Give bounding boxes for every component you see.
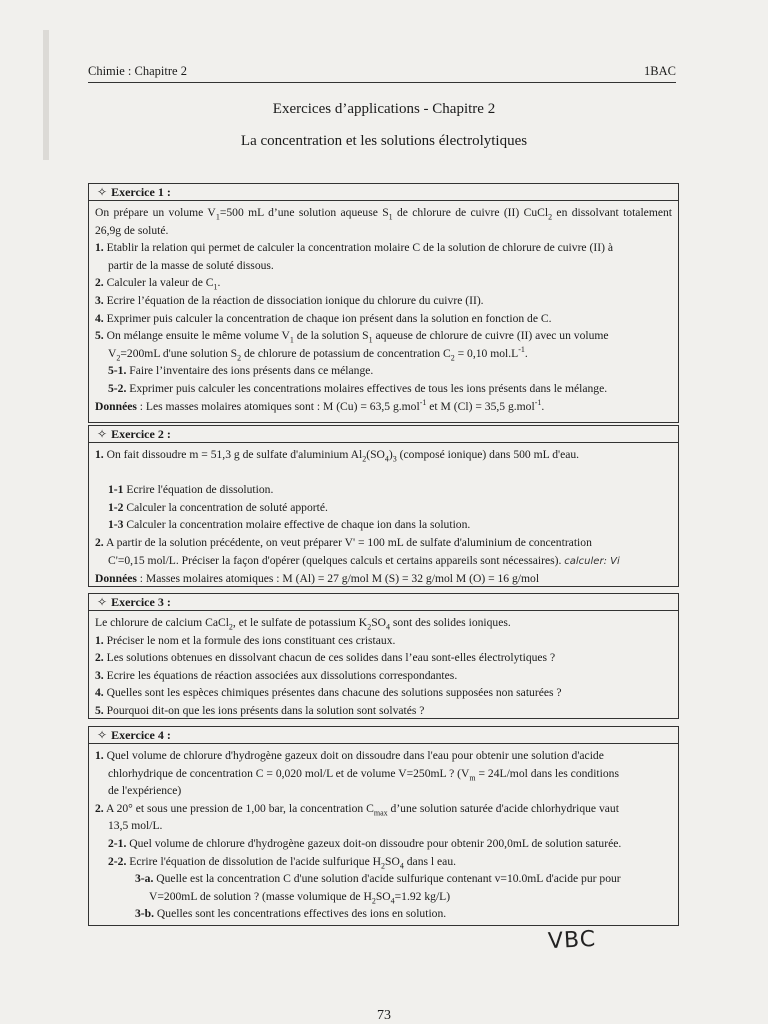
question-1: 1. On fait dissoudre m = 51,3 g de sulfate d'aluminium $Al_2(SO_4)_3$ (composé ionique) dans 500 mL d'eau. <box>95 448 580 464</box>
question-1-2: 1-2 Calculer la concentration de soluté apporté. <box>108 500 328 514</box>
question-2-cont: C'=0,15 mol/L. Préciser la façon d'opérer (quelques calculs et certains appareils sont nécessaires). calculer: Vi <box>108 553 620 567</box>
page-header <box>88 62 676 83</box>
question-1-1: 1-1 Ecrire l'équation de dissolution. <box>108 483 274 497</box>
exercise-3 <box>88 593 679 719</box>
handwritten-signature: VBC <box>547 926 597 955</box>
diamond-icon: ✧ <box>97 728 108 742</box>
question-5-1: 5-1. Faire l’inventaire des ions présents dans ce mélange. <box>108 364 374 378</box>
question-3a: 3-a. Quelle est la concentration C d'une solution d'acide sulfurique contenant v=10.0mL d'acide pur pour <box>135 872 621 886</box>
diamond-icon: ✧ <box>97 185 108 199</box>
question-5-cont: $V_2=200mL$ d'une solution $S_2$ de chlorure de potassium de concentration $C_2 = 0,10$ $mol.L^{-1}$. <box>108 344 528 363</box>
exercise-1-data: Données : Les masses molaires atomiques sont : M (Cu) = 63,5 g.mol$^{-1}$ et M (Cl) = 35,5 g.mol$^{-1}$. <box>95 397 545 413</box>
question-1-cont: partir de la masse de soluté dissous. <box>108 258 274 272</box>
page-number: 73 <box>377 1008 391 1023</box>
question-5-2: 5-2. Exprimer puis calculer les concentrations molaires effectives de tous les ions présents dans le mélange. <box>108 381 608 395</box>
exercise-2-data: Données : Masses molaires atomiques : M (Al) = 27 g/mol M (S) = 32 g/mol M (O) = 16 g/mol <box>95 572 540 586</box>
question-5: 5. On mélange ensuite le même volume $V_1$ de la solution $S_1$ aqueuse de chlorure de cuivre (II) avec un volume <box>95 329 609 345</box>
handwritten-note: calculer: Vi <box>564 555 620 567</box>
question-2: 2. A 20° et sous une pression de 1,00 bar, la concentration $C_{max}$ d’une solution saturée d'acide chlorhydrique vaut <box>95 801 619 818</box>
question-3b: 3-b. Quelles sont les concentrations effectives des ions en solution. <box>135 907 447 921</box>
list-item: 4. Quelles sont les espèces chimiques présentes dans chacune des solutions supposées non saturées ? <box>95 686 562 700</box>
exercise-4 <box>88 726 679 926</box>
exercise-1 <box>88 183 679 423</box>
question-2: 2. Calculer la valeur de $C_1$. <box>95 276 221 292</box>
page-subtitle: La concentration et les solutions électrolytiques <box>240 133 528 149</box>
exercise-3-label: ✧ Exercice 3 : <box>88 593 679 611</box>
question-1: 1. Quel volume de chlorure d'hydrogène gazeux doit on dissoudre dans l'eau pour obtenir une solution d'acide <box>95 749 604 762</box>
question-3: 3. Ecrire l’équation de la réaction de dissociation ionique du chlorure du cuivre (II). <box>95 293 484 307</box>
question-2-1: 2-1. Quel volume de chlorure d'hydrogène gazeux doit-on dissoudre pour obtenir 200,0mL de solution saturée. <box>108 836 622 850</box>
exercise-2-label: ✧ Exercice 2 : <box>88 425 679 443</box>
header-level: 1BAC <box>644 64 676 78</box>
blank-line <box>95 464 672 482</box>
exercise-4-label: ✧ Exercice 4 : <box>88 726 679 744</box>
question-2: 2. A partir de la solution précédente, on veut préparer V' = 100 mL de sulfate d'aluminium de concentration <box>95 535 592 549</box>
page-title: Exercices d’applications - Chapitre 2 <box>272 101 496 117</box>
question-1-cont: chlorhydrique de concentration C = 0,020 mol/L et de volume V=250mL ? ($V_m = 24L/mol$ dans les conditions <box>108 766 619 782</box>
list-item: 5. Pourquoi dit-on que les ions présents dans la solution sont solvatés ? <box>95 703 425 717</box>
question-2-cont: 13,5 mol/L. <box>108 819 163 833</box>
exercise-3-intro: Le chlorure de calcium CaCl$_2$, et le sulfate de potassium $K_2SO_4$ sont des solides ioniques. <box>95 616 511 632</box>
question-4: 4. Exprimer puis calculer la concentration de chaque ion présent dans la solution en fonction de C. <box>95 311 552 325</box>
question-1-3: 1-3 Calculer la concentration molaire effective de chaque ion dans la solution. <box>108 518 471 532</box>
question-2-2: 2-2. Ecrire l'équation de dissolution de l'acide sulfurique $H_2SO_4$ dans l eau. <box>108 854 457 870</box>
diamond-icon: ✧ <box>97 427 108 441</box>
exercise-1-label: ✧ Exercice 1 : <box>88 183 679 201</box>
question-3a-cont: V=200mL de solution ? (masse volumique de $H_2SO_4=1.92$ kg/L) <box>149 889 451 906</box>
diamond-icon: ✧ <box>97 595 108 609</box>
list-item: 1. Préciser le nom et la formule des ions constituant ces cristaux. <box>95 633 396 647</box>
question-1-cont2: de l'expérience) <box>108 784 182 798</box>
question-1: 1. Etablir la relation qui permet de calculer la concentration molaire C de la solution de chlorure de cuivre (II) à <box>95 241 613 255</box>
list-item: 2. Les solutions obtenues en dissolvant chacun de ces solides dans l’eau sont-elles électrolytiques ? <box>95 651 556 665</box>
exercise-1-intro: On prépare un volume $V_1=500$ mL d’une solution aqueuse $S_1$ de chlorure de cuivre (II) CuCl$_2$ en dissolvant totalement 26,9g de soluté. <box>95 206 673 237</box>
exercise-2 <box>88 425 679 587</box>
list-item: 3. Ecrire les équations de réaction associées aux dissolutions correspondantes. <box>95 668 458 682</box>
header-chapter: Chimie : Chapitre 2 <box>88 64 187 78</box>
